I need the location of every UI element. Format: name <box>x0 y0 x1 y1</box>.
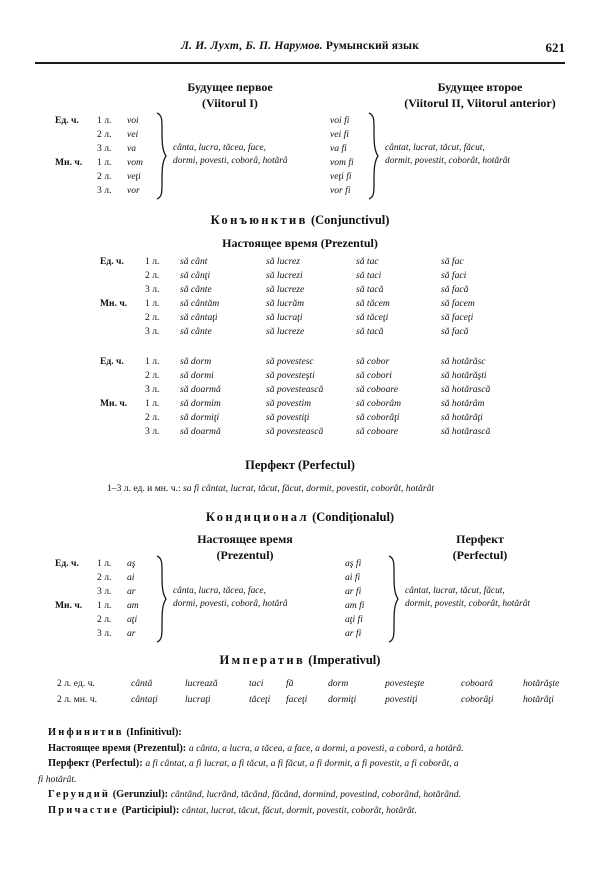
future-person-1pl: 1 л. <box>97 157 112 168</box>
conjunctive-b1-person-3sg: 3 л. <box>145 284 160 295</box>
conjunctive-b1-c3-r4: să tăcem <box>356 298 390 309</box>
conjunctive-b2-c1-r1: să dorm <box>180 356 212 367</box>
conjunctive-b1-c4-r1: să fac <box>441 256 464 267</box>
conjunctive-b2-c4-r3: să hotărască <box>441 384 491 395</box>
gerund-forms: cântând, lucrând, tăcând, făcând, dormind, povestind, coborând, hotărând. <box>170 789 461 801</box>
conjunctive-b1-singular-label: Ед. ч. <box>100 256 124 267</box>
imperative-pl-c3: tăceţi <box>249 694 271 705</box>
future-ii-aux-2pl: veţi fi <box>330 171 352 182</box>
future-person-2sg: 2 л. <box>97 129 112 140</box>
infinitive-perfect-label: Перфект (Perfectul): <box>48 758 143 770</box>
conditional-present-heading-ru: Настоящее время <box>197 532 293 546</box>
conjunctive-perfect-label: 1–3 л. ед. и мн. ч.: <box>107 483 181 494</box>
conditional-aux-1sg: aş <box>127 558 136 569</box>
conjunctive-b1-c1-r3: să cânte <box>180 284 212 295</box>
conjunctive-b2-c3-r3: să coboare <box>356 384 399 395</box>
conditional-person-1pl: 1 л. <box>97 600 112 611</box>
conjunctive-b2-c2-r5: să povestiţi <box>266 412 310 423</box>
conditional-present-stems-line2: dormi, povesti, coborâ, hotărâ <box>173 598 288 609</box>
imperative-row1-label: 2 л. ед. ч. <box>57 678 95 689</box>
infinitive-perfect-row-cont <box>38 773 564 788</box>
participle-heading-ru: Причастие <box>48 804 120 816</box>
conditional-aux-1pl: am <box>127 600 139 611</box>
running-head-title <box>35 40 565 52</box>
conjunctive-b1-c2-r2: să lucrezi <box>266 270 303 281</box>
future-aux-3sg: va <box>127 143 137 154</box>
conjunctive-b1-c2-r6: să lucreze <box>266 326 305 337</box>
conjunctive-b1-person-1sg: 1 л. <box>145 256 160 267</box>
header-rule <box>35 62 565 64</box>
imperative-sg-c3: taci <box>249 678 264 689</box>
infinitive-present-forms: a cânta, a lucra, a tăcea, a face, a dormi, a povesti, a coborâ, a hotărâ. <box>188 742 464 754</box>
conditional-perfect-aux-1pl: am fi <box>345 600 365 611</box>
future-i-stems-line1: cânta, lucra, tăcea, face, <box>173 143 266 153</box>
future-ii-aux-3pl: vor fi <box>330 185 351 196</box>
conditional-perfect-heading-ro: (Perfectul) <box>452 548 508 562</box>
conjunctive-b2-c2-r4: să povestim <box>266 398 312 409</box>
conjunctive-b1-person-2sg: 2 л. <box>145 270 160 281</box>
conditional-aux-3pl: ar <box>127 628 136 639</box>
conjunctive-b1-c1-r6: să cânte <box>180 326 212 337</box>
imperative-pl-c1: cântaţi <box>131 694 158 705</box>
future-right-brace <box>367 112 379 200</box>
conjunctive-b2-person-2pl: 2 л. <box>145 412 160 423</box>
infinitive-heading-row <box>48 726 564 741</box>
conjunctive-b2-c2-r1: să povestesc <box>266 356 314 367</box>
imperative-sg-c6: povesteşte <box>385 678 425 689</box>
conjunctive-b1-c2-r4: să lucrăm <box>266 298 305 309</box>
conjunctive-b2-c1-r3: să doarmă <box>180 384 221 395</box>
imperative-pl-c8: hotărâţi <box>523 694 554 705</box>
infinitive-perfect-forms-line1: a fi cântat, a fi lucrat, a fi tăcut, a fi făcut, a fi dormit, a fi povestit, a fi coborât, a <box>145 758 459 770</box>
future-i-heading-ro: (Viitorul I) <box>202 96 258 110</box>
page-number: 621 <box>545 40 565 55</box>
conjunctive-b1-plural-label: Мн. ч. <box>100 298 128 309</box>
conjunctive-b2-person-3sg: 3 л. <box>145 384 160 395</box>
conjunctive-b2-c3-r6: să coboare <box>356 426 399 437</box>
future-i-heading-ru: Будущее первое <box>187 80 273 94</box>
conjunctive-perfect-heading-ro: (Perfectul) <box>297 458 355 472</box>
conditional-present-stems <box>173 585 288 610</box>
imperative-sg-c8: hotărăşte <box>523 678 560 689</box>
future-aux-1pl: vom <box>127 157 143 168</box>
conditional-aux-2sg: ai <box>127 572 135 583</box>
imperative-row2-label: 2 л. мн. ч. <box>57 694 98 705</box>
conjunctive-b2-person-1sg: 1 л. <box>145 356 160 367</box>
future-person-1sg: 1 л. <box>97 115 112 126</box>
conditional-aux-3sg: ar <box>127 586 136 597</box>
conjunctive-b2-c4-r5: să hotărâţi <box>441 412 483 423</box>
infinitive-heading-ro: (Infinitivul): <box>126 727 182 738</box>
conjunctive-b2-c3-r1: să cobor <box>356 356 390 367</box>
conjunctive-b2-c4-r2: să hotărăşti <box>441 370 487 381</box>
conditional-present-stems-line1: cânta, lucra, tăcea, face, <box>173 586 266 596</box>
conjunctive-perfect-line <box>107 483 434 494</box>
participle-forms: cântat, lucrat, tăcut, făcut, dormit, povestit, coborât, hotărât. <box>181 804 417 816</box>
future-person-3sg: 3 л. <box>97 143 112 154</box>
running-head <box>35 40 565 58</box>
conjunctive-b1-c1-r4: să cântăm <box>180 298 220 309</box>
imperative-heading <box>0 653 600 668</box>
future-ii-heading-ru: Будущее второе <box>437 80 523 94</box>
conjunctive-b2-c3-r4: să coborâm <box>356 398 402 409</box>
running-head-work: Румынский язык <box>325 40 420 52</box>
conjunctive-b2-c1-r2: să dormi <box>180 370 214 381</box>
conjunctive-b1-c4-r2: să faci <box>441 270 467 281</box>
conjunctive-b1-c2-r1: să lucrez <box>266 256 301 267</box>
imperative-sg-c4: fă <box>286 678 294 689</box>
conjunctive-b1-c4-r4: să facem <box>441 298 475 309</box>
conditional-perfect-aux-3sg: ar fi <box>345 586 362 597</box>
imperative-pl-c5: dormiţi <box>328 694 357 705</box>
infinitive-perfect-forms-line2: fi hotărât. <box>38 773 77 785</box>
conditional-person-2pl: 2 л. <box>97 614 112 625</box>
future-plural-label: Мн. ч. <box>55 157 83 168</box>
conditional-perfect-aux-1sg: aş fi <box>345 558 362 569</box>
conjunctive-b2-singular-label: Ед. ч. <box>100 356 124 367</box>
conditional-heading-ro: (Condiţionalul) <box>312 510 395 524</box>
conjunctive-b1-c4-r3: să facă <box>441 284 469 295</box>
conditional-perfect-stems-line2: dormit, povestit, coborât, hotărât <box>405 598 530 609</box>
conditional-perfect-aux-2sg: ai fi <box>345 572 361 583</box>
conditional-person-2sg: 2 л. <box>97 572 112 583</box>
future-aux-2sg: vei <box>127 129 139 140</box>
future-person-2pl: 2 л. <box>97 171 112 182</box>
conditional-person-3pl: 3 л. <box>97 628 112 639</box>
running-head-authors: Л. И. Лухт, Б. П. Нарумов. <box>180 40 323 52</box>
future-ii-stems-line1: cântat, lucrat, tăcut, făcut, <box>385 143 485 153</box>
future-aux-2pl: veţi <box>127 171 141 182</box>
conjunctive-present-heading: Настоящее время (Prezentul) <box>222 236 378 250</box>
infinitive-heading-ru: Инфинитив <box>48 727 124 738</box>
conditional-heading-ru: Кондиционал <box>205 510 309 524</box>
conjunctive-b2-c3-r5: să coborâţi <box>356 412 400 423</box>
infinitive-present-label: Настоящее время (Prezentul): <box>48 742 187 754</box>
conjunctive-b1-c3-r2: să taci <box>356 270 382 281</box>
future-ii-aux-2sg: vei fi <box>330 129 349 140</box>
infinitive-perfect-row <box>48 757 564 772</box>
conjunctive-b1-person-1pl: 1 л. <box>145 298 160 309</box>
conjunctive-b2-c3-r2: să cobori <box>356 370 392 381</box>
conjunctive-b1-c1-r1: să cânt <box>180 256 208 267</box>
conjunctive-heading <box>0 213 600 228</box>
imperative-sg-c1: cântă <box>131 678 153 689</box>
future-singular-label: Ед. ч. <box>55 115 79 126</box>
conjunctive-b1-c3-r6: să tacă <box>356 326 384 337</box>
conditional-plural-label: Мн. ч. <box>55 600 83 611</box>
gerund-heading-ru: Герундий <box>48 789 111 801</box>
future-ii-aux-3sg: va fi <box>330 143 347 154</box>
future-ii-stems-line2: dormit, povestit, coborât, hotărât <box>385 155 510 166</box>
conjunctive-b2-plural-label: Мн. ч. <box>100 398 128 409</box>
conditional-perfect-stems <box>405 585 530 610</box>
imperative-heading-ru: Императив <box>219 653 306 667</box>
conditional-singular-label: Ед. ч. <box>55 558 79 569</box>
conjunctive-b1-c2-r3: să lucreze <box>266 284 305 295</box>
gerund-row <box>48 788 564 803</box>
conditional-perfect-aux-3pl: ar fi <box>345 628 362 639</box>
conjunctive-b2-person-1pl: 1 л. <box>145 398 160 409</box>
conditional-left-brace <box>155 555 167 643</box>
conjunctive-heading-ru: Конъюнктив <box>210 213 308 227</box>
conjunctive-b1-c3-r1: să tac <box>356 256 379 267</box>
conjunctive-b1-person-3pl: 3 л. <box>145 326 160 337</box>
conjunctive-b1-c3-r3: să tacă <box>356 284 384 295</box>
imperative-sg-c2: lucrează <box>185 678 218 689</box>
future-ii-heading-ro: (Viitorul II, Viitorul anterior) <box>404 96 556 110</box>
future-aux-1sg: voi <box>127 115 139 126</box>
imperative-heading-ro: (Imperativul) <box>308 653 381 667</box>
future-ii-aux-1pl: vom fi <box>330 157 354 168</box>
conditional-person-3sg: 3 л. <box>97 586 112 597</box>
conditional-perfect-stems-line1: cântat, lucrat, tăcut, făcut, <box>405 586 505 596</box>
conditional-perfect-heading-ru: Перфект <box>456 532 504 546</box>
conjunctive-b2-c4-r4: să hotărâm <box>441 398 485 409</box>
participle-heading-ro: (Participiul): <box>121 804 180 816</box>
infinitive-present-row <box>48 742 564 757</box>
future-person-3pl: 3 л. <box>97 185 112 196</box>
imperative-sg-c5: dorm <box>328 678 349 689</box>
gerund-heading-ro: (Gerunziul): <box>112 789 169 801</box>
conjunctive-perfect-heading <box>0 458 600 473</box>
conditional-aux-2pl: aţi <box>127 614 138 625</box>
conjunctive-b2-person-2sg: 2 л. <box>145 370 160 381</box>
conjunctive-b1-c4-r6: să facă <box>441 326 469 337</box>
participle-row <box>48 804 564 819</box>
imperative-pl-c6: povestiţi <box>385 694 418 705</box>
conditional-person-1sg: 1 л. <box>97 558 112 569</box>
imperative-pl-c7: coborâţi <box>461 694 494 705</box>
conjunctive-b2-person-3pl: 3 л. <box>145 426 160 437</box>
conjunctive-b1-person-2pl: 2 л. <box>145 312 160 323</box>
conjunctive-b1-c1-r5: să cântaţi <box>180 312 218 323</box>
conjunctive-b1-c2-r5: să lucraţi <box>266 312 303 323</box>
conditional-present-heading-ro: (Prezentul) <box>216 548 274 562</box>
conjunctive-b2-c1-r4: să dormim <box>180 398 221 409</box>
future-aux-3pl: vor <box>127 185 140 196</box>
future-ii-aux-1sg: voi fi <box>330 115 350 126</box>
conjunctive-b2-c2-r6: să povestească <box>266 426 324 437</box>
conjunctive-b1-c3-r5: să tăceţi <box>356 312 389 323</box>
imperative-pl-c4: faceţi <box>286 694 308 705</box>
conjunctive-b2-c1-r6: să doarmă <box>180 426 221 437</box>
conjunctive-b2-c4-r6: să hotărască <box>441 426 491 437</box>
imperative-sg-c7: coboară <box>461 678 493 689</box>
conjunctive-b1-c1-r2: să cânţi <box>180 270 211 281</box>
conditional-perfect-aux-2pl: aţi fi <box>345 614 363 625</box>
conjunctive-b2-c2-r3: să povestească <box>266 384 324 395</box>
conditional-heading <box>0 510 600 525</box>
future-i-stems <box>173 142 288 167</box>
nonfinite-forms-block <box>38 726 564 820</box>
imperative-pl-c2: lucraţi <box>185 694 211 705</box>
future-left-brace <box>155 112 167 200</box>
conjunctive-b2-c2-r2: să povesteşti <box>266 370 315 381</box>
conjunctive-perfect-heading-ru: Перфект <box>245 458 295 472</box>
conjunctive-b2-c1-r5: să dormiţi <box>180 412 220 423</box>
conjunctive-heading-ro: (Conjunctivul) <box>310 213 390 227</box>
conditional-right-brace <box>387 555 399 643</box>
future-ii-stems <box>385 142 510 167</box>
conjunctive-b2-c4-r1: să hotărăsc <box>441 356 486 367</box>
conjunctive-b1-c4-r5: să faceţi <box>441 312 474 323</box>
future-i-stems-line2: dormi, povesti, coborâ, hotărâ <box>173 155 288 166</box>
conjunctive-perfect-forms: sa fi cântat, lucrat, tăcut, făcut, dormit, povestit, coborât, hotărât <box>183 483 435 494</box>
